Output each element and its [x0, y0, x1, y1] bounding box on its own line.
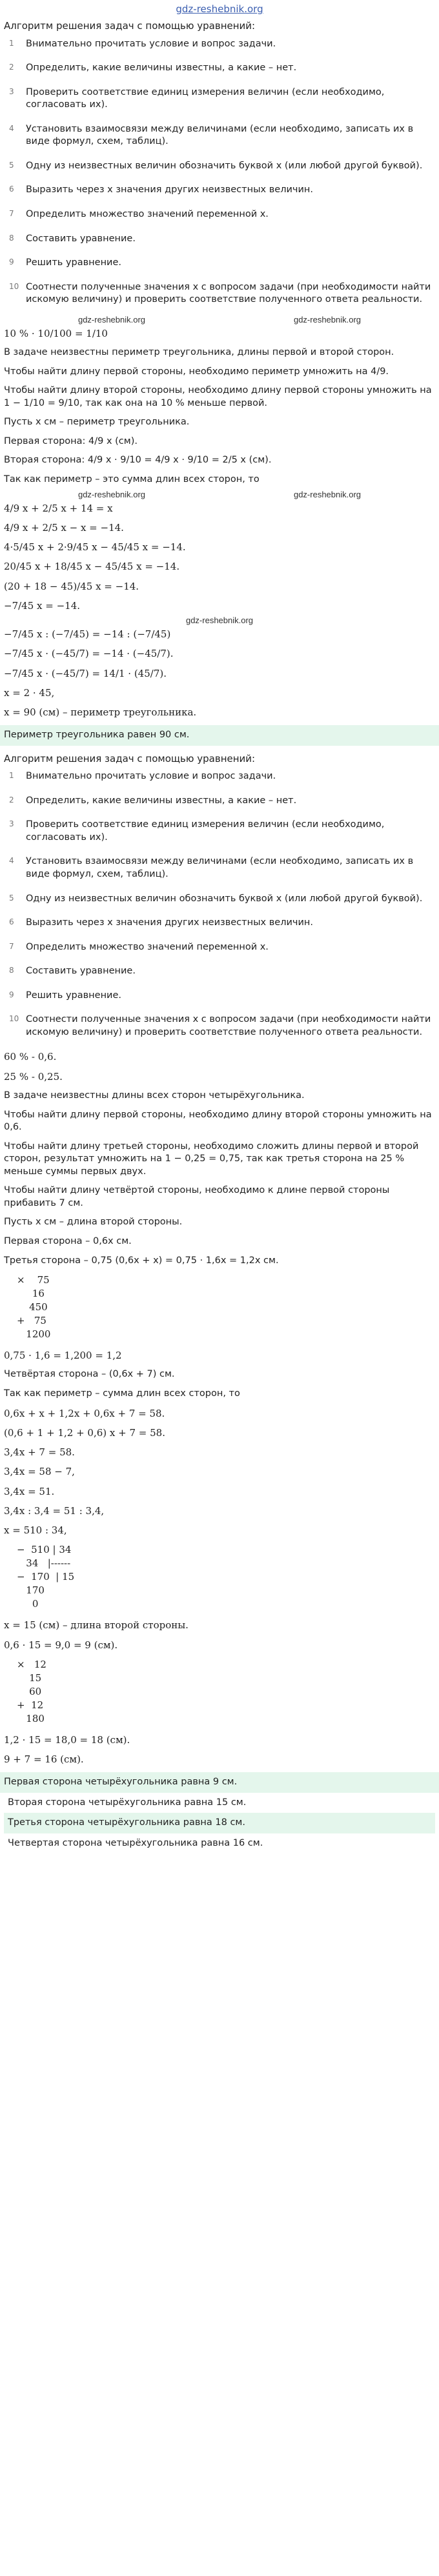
watermark: gdz-reshebnik.org — [293, 314, 362, 324]
list-item: 1 Внимательно прочитать условие и вопрос задачи. — [9, 771, 276, 782]
list-item: 6 Выразить через x значения других неизвестных величин. — [9, 917, 313, 928]
equation: 4/9 x + 2/5 x − x = −14. — [4, 521, 124, 534]
part1-steps — [4, 38, 435, 306]
solution-line: Чтобы найти длину третьей стороны, необходимо сложить длины первой и второй сторон, результат умножить на 1 − 0,25 = 0,75, так как третья сторона на 25 % меньше суммы первых двух. — [4, 1141, 419, 1177]
list-item: 8 Составить уравнение. — [9, 966, 136, 977]
equation: x = 90 (см) – периметр треугольника. — [4, 706, 197, 719]
column-multiplication: × 75 16 450 + 75 1200 — [17, 1274, 51, 1341]
solution-line: 0,6 · 15 = 9,0 = 9 (см). — [4, 1639, 118, 1651]
answer-triangle-perimeter: Периметр треугольника равен 90 см. — [0, 725, 439, 746]
solution-line: x = 15 (см) – длина второй стороны. — [4, 1619, 189, 1632]
column-division: − 510 | 34 34 |------ − 170 | 15 170 0 — [17, 1544, 75, 1610]
watermark: gdz-reshebnik.org — [77, 489, 146, 499]
equation: −7/45 x · (−45/7) = 14/1 · (45/7). — [4, 667, 167, 679]
list-item: 4 Установить взаимосвязи между величинами (если необходимо, записать их в виде формул, схем, таблиц). — [9, 123, 414, 147]
list-item: 10 Соотнести полученные значения x с вопросом задачи (при необходимости найти искомую величину) и проверить соответствие полученного ответа реальности. — [9, 1014, 431, 1037]
solution-line: Четвёртая сторона – (0,6x + 7) см. — [4, 1369, 175, 1380]
list-item: 2 Определить, какие величины известны, а какие – нет. — [9, 63, 297, 74]
watermark: gdz-reshebnik.org — [293, 489, 362, 499]
equation: x = 2 · 45, — [4, 686, 55, 699]
list-item: 4 Установить взаимосвязи между величинами (если необходимо, записать их в виде формул, схем, таблиц). — [9, 856, 414, 879]
list-item: 2 Определить, какие величины известны, а какие – нет. — [9, 795, 297, 806]
equation: 4/9 x + 2/5 x + 14 = x — [4, 502, 113, 514]
list-item: 8 Составить уравнение. — [9, 233, 136, 244]
watermark: gdz-reshebnik.org — [77, 314, 146, 324]
equation: −7/45 x : (−7/45) = −14 : (−7/45) — [4, 628, 171, 641]
solution-line: Так как периметр – это сумма длин всех сторон, то — [4, 474, 260, 484]
solution-line: Чтобы найти длину второй стороны, необходимо длину первой стороны умножить на 1 − 1/10 = 9/10, так как она на 10 % меньше первой. — [4, 385, 432, 408]
answer-side-3: Третья сторона четырёхугольника равна 18 см. — [4, 1813, 435, 1833]
solution-line: Так как периметр – сумма длин всех сторон, то — [4, 1388, 240, 1399]
equation: 20/45 x + 18/45 x − 45/45 x = −14. — [4, 561, 180, 573]
list-item: 9 Решить уравнение. — [9, 990, 122, 1001]
solution-line: Пусть x см – периметр треугольника. — [4, 417, 190, 428]
solution-line: Первая сторона: 4/9 x (см). — [4, 435, 138, 446]
part2-title: Алгоритм решения задач с помощью уравнений: — [4, 752, 256, 764]
solution-line: 60 % - 0,6. — [4, 1051, 57, 1063]
list-item: 3 Проверить соответствие единиц измерения величин (если необходимо, согласовать их). — [9, 819, 385, 843]
solution-line: Вторая сторона: 4/9 x · 9/10 = 4/9 x · 9/10 = 2/5 x (см). — [4, 455, 272, 466]
solution-line: Первая сторона – 0,6x см. — [4, 1236, 132, 1246]
equation: −7/45 x = −14. — [4, 599, 81, 612]
solution-line: В задаче неизвестны длины всех сторон четырёхугольника. — [4, 1090, 305, 1101]
site-header-link[interactable]: gdz-reshebnik.org — [176, 3, 263, 15]
list-item: 5 Одну из неизвестных величин обозначить буквой x (или любой другой буквой). — [9, 893, 423, 904]
solution-line: Чтобы найти длину первой стороны, необходимо периметр умножить на 4/9. — [4, 366, 389, 377]
answer-side-1: Первая сторона четырёхугольника равна 9 см. — [0, 1772, 439, 1793]
watermark: gdz-reshebnik.org — [185, 615, 254, 626]
list-item: 7 Определить множество значений переменной x. — [9, 941, 269, 952]
column-multiplication: × 12 15 60 + 12 180 — [17, 1658, 46, 1724]
list-item: 6 Выразить через x значения других неизвестных величин. — [9, 185, 313, 195]
equation: (20 + 18 − 45)/45 x = −14. — [4, 580, 139, 592]
equation: 3,4x + 7 = 58. — [4, 1446, 75, 1458]
solution-line: 25 % - 0,25. — [4, 1070, 63, 1083]
solution-line: 10 % · 10/100 = 1/10 — [4, 327, 108, 339]
answer-side-2: Вторая сторона четырёхугольника равна 15 см. — [4, 1793, 435, 1813]
solution-line: В задаче неизвестны периметр треугольника, длины первой и второй сторон. — [4, 347, 394, 358]
equation: 4·5/45 x + 2·9/45 x − 45/45 x = −14. — [4, 541, 186, 554]
equation: 3,4x : 3,4 = 51 : 3,4, — [4, 1504, 105, 1517]
list-item: 10 Соотнести полученные значения x с вопросом задачи (при необходимости найти искомую величину) и проверить соответствие полученного ответа реальности. — [9, 281, 431, 305]
list-item: 5 Одну из неизвестных величин обозначить буквой x (или любой другой буквой). — [9, 160, 423, 171]
list-item: 1 Внимательно прочитать условие и вопрос задачи. — [9, 38, 276, 49]
solution-line: 1,2 · 15 = 18,0 = 18 (см). — [4, 1733, 130, 1746]
solution-line: Чтобы найти длину первой стороны, необходимо длину второй стороны умножить на 0,6. — [4, 1109, 432, 1133]
equation: 3,4x = 51. — [4, 1485, 55, 1497]
equation: 0,6x + x + 1,2x + 0,6x + 7 = 58. — [4, 1407, 165, 1419]
equation: (0,6 + 1 + 1,2 + 0,6) x + 7 = 58. — [4, 1426, 165, 1439]
solution-line: Чтобы найти длину четвёртой стороны, необходимо к длине первой стороны прибавить 7 см. — [4, 1185, 390, 1208]
list-item: 3 Проверить соответствие единиц измерения величин (если необходимо, согласовать их). — [9, 86, 385, 110]
part1-title: Алгоритм решения задач с помощью уравнений: — [4, 20, 256, 32]
solution-line: 0,75 · 1,6 = 1,200 = 1,2 — [4, 1350, 122, 1362]
part2-steps — [4, 770, 435, 1039]
solution-line: Третья сторона – 0,75 (0,6x + x) = 0,75 · 1,6x = 1,2x см. — [4, 1255, 279, 1266]
equation: 3,4x = 58 − 7, — [4, 1466, 75, 1478]
answer-side-4: Четвертая сторона четырёхугольника равна 16 см. — [4, 1833, 435, 1854]
equation: x = 510 : 34, — [4, 1524, 67, 1536]
list-item: 9 Решить уравнение. — [9, 257, 122, 268]
solution-line: 9 + 7 = 16 (см). — [4, 1753, 84, 1765]
list-item: 7 Определить множество значений переменной x. — [9, 209, 269, 219]
equation: −7/45 x · (−45/7) = −14 · (−45/7). — [4, 648, 174, 660]
solution-line: Пусть x см – длина второй стороны. — [4, 1217, 183, 1228]
